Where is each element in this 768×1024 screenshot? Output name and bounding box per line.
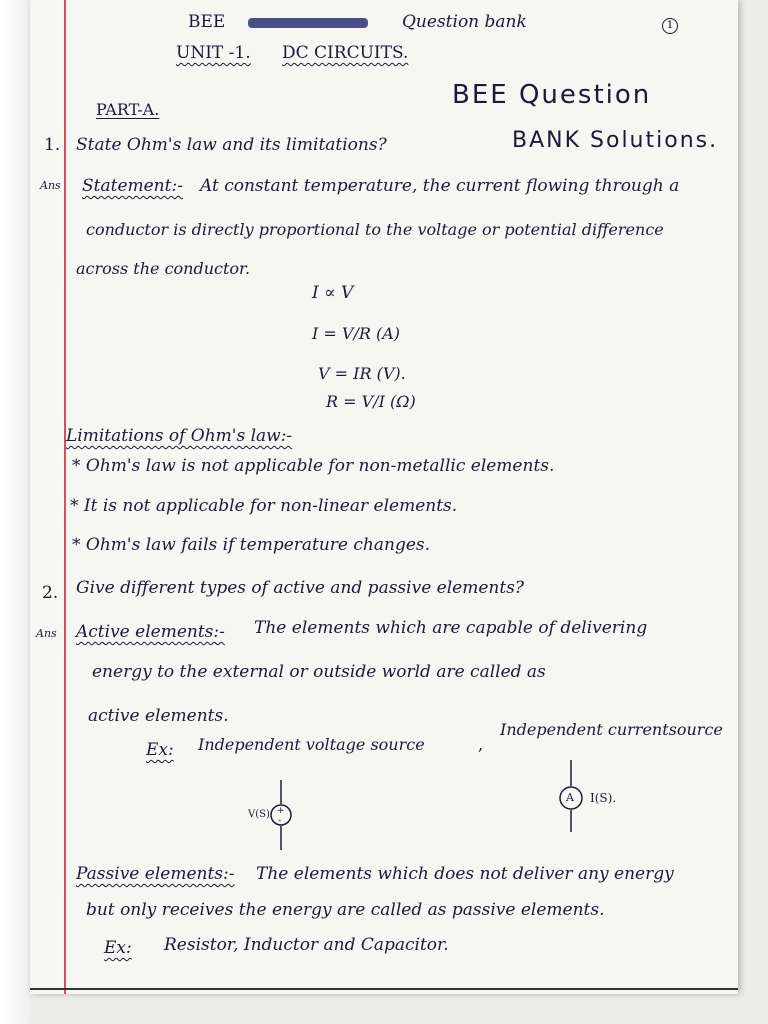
q1-question: State Ohm's law and its limitations? (76, 135, 387, 155)
voltage-source-label: V(S) (248, 809, 270, 820)
active-line-1: The elements which are capable of delivering (254, 618, 648, 638)
formula-resistance: R = V/I (Ω) (326, 392, 416, 411)
unit-title: DC CIRCUITS. (282, 43, 409, 63)
banner-line-2: BANK Solutions. (512, 128, 719, 153)
statement-label: Statement:- (82, 176, 183, 196)
margin-line (64, 0, 66, 994)
limitation-2: * It is not applicable for non-linear elements. (70, 496, 458, 516)
header-title: Question bank (402, 12, 527, 32)
q1-ans-mark: Ans (40, 179, 61, 192)
passive-line-1: The elements which does not deliver any energy (256, 864, 674, 884)
example-separator: , (478, 735, 484, 754)
passive-examples: Resistor, Inductor and Capacitor. (164, 935, 449, 955)
svg-text:+: + (277, 806, 285, 816)
scribbled-out-text (248, 18, 368, 28)
ammeter-letter: A (566, 791, 574, 804)
page-number: 1 (662, 18, 678, 34)
active-line-2: energy to the external or outside world are called as (92, 662, 546, 682)
q2-question: Give different types of active and passive elements? (76, 578, 525, 598)
header-subject: BEE (188, 12, 226, 32)
passive-example-label: Ex: (104, 938, 132, 958)
active-label: Active elements:- (76, 622, 225, 642)
statement-line-2: conductor is directly proportional to the voltage or potential difference (86, 220, 664, 239)
active-line-3: active elements. (88, 706, 229, 726)
bottom-rule (30, 988, 738, 990)
q1-number: 1. (44, 135, 61, 155)
banner-line-1: BEE Question (452, 80, 652, 110)
q2-ans-mark: Ans (36, 627, 57, 640)
statement-line-3: across the conductor. (76, 259, 251, 278)
active-example-label: Ex: (146, 740, 174, 760)
passive-line-2: but only receives the energy are called as passive elements. (86, 900, 605, 920)
limitations-heading: Limitations of Ohm's law:- (66, 426, 293, 446)
limitation-1: * Ohm's law is not applicable for non-metallic elements. (72, 456, 555, 476)
voltage-source-symbol (266, 780, 296, 850)
q2-number: 2. (42, 583, 59, 603)
part-heading: PART-A. (96, 100, 160, 119)
formula-proportional: I ∝ V (312, 283, 354, 303)
example-current-source: Independent currentsource (500, 720, 723, 739)
passive-label: Passive elements:- (76, 864, 235, 884)
example-voltage-source: Independent voltage source (198, 735, 425, 754)
formula-current: I = V/R (A) (312, 324, 401, 343)
limitation-3: * Ohm's law fails if temperature changes. (72, 535, 431, 555)
notebook-spine (0, 0, 30, 1024)
current-source-label: I(S). (590, 791, 617, 805)
unit-label: UNIT -1. (176, 43, 251, 63)
formula-voltage: V = IR (V). (318, 364, 406, 383)
svg-text:-: - (278, 816, 282, 826)
statement-line-1: At constant temperature, the current flowing through a (200, 176, 680, 196)
